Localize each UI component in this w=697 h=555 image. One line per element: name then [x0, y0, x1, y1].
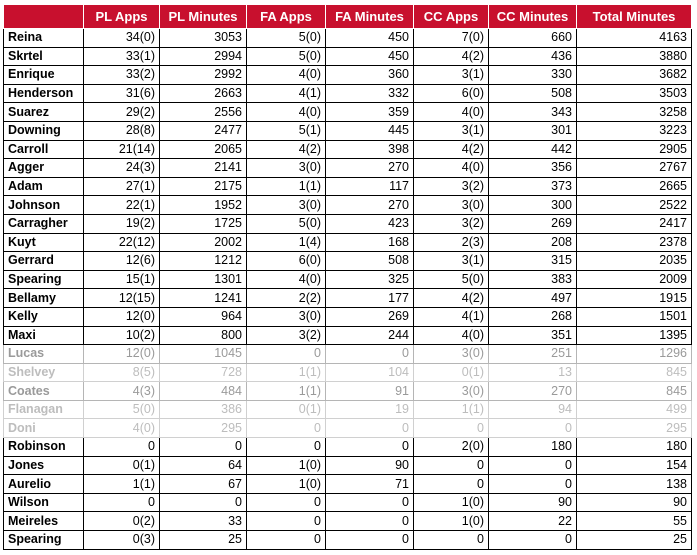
pl-apps-cell: 31(6) — [84, 84, 160, 103]
player-name: Shelvey — [4, 363, 84, 382]
cc-apps-cell: 3(0) — [414, 382, 489, 401]
fa-apps-cell: 1(1) — [247, 363, 326, 382]
table-row — [4, 382, 692, 401]
total-minutes-cell: 1915 — [577, 289, 692, 308]
player-name: Reina — [4, 29, 84, 48]
fa-minutes-cell: 269 — [326, 307, 414, 326]
pl-apps-cell: 4(3) — [84, 382, 160, 401]
fa-apps-cell: 0(1) — [247, 400, 326, 419]
total-minutes-cell: 1296 — [577, 345, 692, 364]
table-row — [4, 438, 692, 457]
header-cc-apps: CC Apps — [414, 5, 489, 29]
table-row — [4, 214, 692, 233]
player-name: Spearing — [4, 531, 84, 550]
fa-apps-cell: 1(4) — [247, 233, 326, 252]
fa-apps-cell: 3(0) — [247, 307, 326, 326]
fa-apps-cell: 5(0) — [247, 29, 326, 48]
table-row — [4, 419, 692, 438]
pl-minutes-cell: 0 — [160, 438, 247, 457]
pl-apps-cell: 27(1) — [84, 177, 160, 196]
table-row — [4, 475, 692, 494]
table-row — [4, 456, 692, 475]
fa-apps-cell: 3(2) — [247, 326, 326, 345]
player-name: Gerrard — [4, 252, 84, 271]
cc-minutes-cell: 660 — [489, 29, 577, 48]
fa-apps-cell: 4(1) — [247, 84, 326, 103]
pl-minutes-cell: 800 — [160, 326, 247, 345]
cc-apps-cell: 2(0) — [414, 438, 489, 457]
fa-apps-cell: 2(2) — [247, 289, 326, 308]
fa-minutes-cell: 332 — [326, 84, 414, 103]
pl-minutes-cell: 295 — [160, 419, 247, 438]
table-row — [4, 400, 692, 419]
table-row — [4, 84, 692, 103]
stats-table-container — [3, 4, 691, 549]
pl-apps-cell: 0 — [84, 493, 160, 512]
player-name: Carragher — [4, 214, 84, 233]
cc-apps-cell: 2(3) — [414, 233, 489, 252]
table-row — [4, 326, 692, 345]
pl-apps-cell: 19(2) — [84, 214, 160, 233]
total-minutes-cell: 3223 — [577, 121, 692, 140]
header-pl-minutes: PL Minutes — [160, 5, 247, 29]
cc-apps-cell: 4(2) — [414, 47, 489, 66]
player-name: Robinson — [4, 438, 84, 457]
cc-apps-cell: 4(2) — [414, 289, 489, 308]
total-minutes-cell: 295 — [577, 419, 692, 438]
cc-apps-cell: 0 — [414, 419, 489, 438]
cc-minutes-cell: 0 — [489, 419, 577, 438]
total-minutes-cell: 4163 — [577, 29, 692, 48]
total-minutes-cell: 3880 — [577, 47, 692, 66]
fa-minutes-cell: 423 — [326, 214, 414, 233]
fa-apps-cell: 0 — [247, 531, 326, 550]
pl-apps-cell: 0(1) — [84, 456, 160, 475]
pl-apps-cell: 21(14) — [84, 140, 160, 159]
fa-minutes-cell: 244 — [326, 326, 414, 345]
pl-apps-cell: 12(0) — [84, 307, 160, 326]
cc-minutes-cell: 356 — [489, 159, 577, 178]
cc-minutes-cell: 300 — [489, 196, 577, 215]
header-row — [4, 5, 692, 29]
fa-apps-cell: 6(0) — [247, 252, 326, 271]
fa-minutes-cell: 270 — [326, 196, 414, 215]
player-name: Spearing — [4, 270, 84, 289]
pl-minutes-cell: 67 — [160, 475, 247, 494]
total-minutes-cell: 2009 — [577, 270, 692, 289]
table-row — [4, 121, 692, 140]
total-minutes-cell: 3503 — [577, 84, 692, 103]
cc-minutes-cell: 0 — [489, 531, 577, 550]
pl-minutes-cell: 2556 — [160, 103, 247, 122]
fa-minutes-cell: 0 — [326, 531, 414, 550]
player-name: Adam — [4, 177, 84, 196]
fa-minutes-cell: 325 — [326, 270, 414, 289]
cc-apps-cell: 4(0) — [414, 159, 489, 178]
total-minutes-cell: 3258 — [577, 103, 692, 122]
fa-minutes-cell: 71 — [326, 475, 414, 494]
table-row — [4, 29, 692, 48]
pl-minutes-cell: 2065 — [160, 140, 247, 159]
cc-minutes-cell: 13 — [489, 363, 577, 382]
fa-minutes-cell: 19 — [326, 400, 414, 419]
table-row — [4, 345, 692, 364]
table-row — [4, 177, 692, 196]
cc-apps-cell: 0 — [414, 475, 489, 494]
total-minutes-cell: 2665 — [577, 177, 692, 196]
cc-minutes-cell: 94 — [489, 400, 577, 419]
fa-apps-cell: 1(0) — [247, 475, 326, 494]
pl-apps-cell: 29(2) — [84, 103, 160, 122]
player-name: Jones — [4, 456, 84, 475]
pl-minutes-cell: 64 — [160, 456, 247, 475]
table-row — [4, 233, 692, 252]
pl-apps-cell: 10(2) — [84, 326, 160, 345]
cc-apps-cell: 0 — [414, 456, 489, 475]
cc-apps-cell: 7(0) — [414, 29, 489, 48]
pl-apps-cell: 0 — [84, 438, 160, 457]
fa-apps-cell: 1(1) — [247, 177, 326, 196]
cc-minutes-cell: 436 — [489, 47, 577, 66]
total-minutes-cell: 3682 — [577, 66, 692, 85]
pl-minutes-cell: 0 — [160, 493, 247, 512]
pl-minutes-cell: 1241 — [160, 289, 247, 308]
total-minutes-cell: 2905 — [577, 140, 692, 159]
total-minutes-cell: 499 — [577, 400, 692, 419]
player-name: Downing — [4, 121, 84, 140]
pl-apps-cell: 0(2) — [84, 512, 160, 531]
player-name: Suarez — [4, 103, 84, 122]
header-total-minutes: Total Minutes — [577, 5, 692, 29]
fa-apps-cell: 5(0) — [247, 47, 326, 66]
cc-apps-cell: 3(1) — [414, 66, 489, 85]
fa-minutes-cell: 450 — [326, 29, 414, 48]
cc-minutes-cell: 508 — [489, 84, 577, 103]
pl-apps-cell: 22(12) — [84, 233, 160, 252]
pl-minutes-cell: 1301 — [160, 270, 247, 289]
player-name: Carroll — [4, 140, 84, 159]
pl-apps-cell: 24(3) — [84, 159, 160, 178]
pl-minutes-cell: 2141 — [160, 159, 247, 178]
player-name: Agger — [4, 159, 84, 178]
player-name: Bellamy — [4, 289, 84, 308]
fa-minutes-cell: 359 — [326, 103, 414, 122]
total-minutes-cell: 2378 — [577, 233, 692, 252]
pl-apps-cell: 15(1) — [84, 270, 160, 289]
fa-minutes-cell: 177 — [326, 289, 414, 308]
total-minutes-cell: 180 — [577, 438, 692, 457]
table-row — [4, 512, 692, 531]
fa-minutes-cell: 508 — [326, 252, 414, 271]
total-minutes-cell: 1395 — [577, 326, 692, 345]
fa-apps-cell: 5(1) — [247, 121, 326, 140]
pl-minutes-cell: 2994 — [160, 47, 247, 66]
cc-apps-cell: 4(0) — [414, 326, 489, 345]
table-row — [4, 363, 692, 382]
pl-minutes-cell: 1952 — [160, 196, 247, 215]
cc-apps-cell: 6(0) — [414, 84, 489, 103]
table-body — [4, 29, 692, 550]
fa-apps-cell: 4(2) — [247, 140, 326, 159]
pl-minutes-cell: 964 — [160, 307, 247, 326]
pl-apps-cell: 5(0) — [84, 400, 160, 419]
player-name: Aurelio — [4, 475, 84, 494]
fa-apps-cell: 1(0) — [247, 456, 326, 475]
cc-apps-cell: 3(2) — [414, 177, 489, 196]
total-minutes-cell: 154 — [577, 456, 692, 475]
pl-apps-cell: 34(0) — [84, 29, 160, 48]
cc-minutes-cell: 269 — [489, 214, 577, 233]
table-row — [4, 289, 692, 308]
fa-minutes-cell: 91 — [326, 382, 414, 401]
player-name: Maxi — [4, 326, 84, 345]
cc-apps-cell: 3(0) — [414, 345, 489, 364]
fa-apps-cell: 0 — [247, 512, 326, 531]
total-minutes-cell: 845 — [577, 382, 692, 401]
pl-apps-cell: 12(6) — [84, 252, 160, 271]
cc-apps-cell: 4(2) — [414, 140, 489, 159]
fa-apps-cell: 5(0) — [247, 214, 326, 233]
fa-minutes-cell: 0 — [326, 493, 414, 512]
cc-apps-cell: 3(2) — [414, 214, 489, 233]
cc-minutes-cell: 0 — [489, 456, 577, 475]
cc-apps-cell: 1(1) — [414, 400, 489, 419]
cc-minutes-cell: 351 — [489, 326, 577, 345]
cc-apps-cell: 3(1) — [414, 121, 489, 140]
pl-apps-cell: 0(3) — [84, 531, 160, 550]
pl-apps-cell: 22(1) — [84, 196, 160, 215]
cc-minutes-cell: 383 — [489, 270, 577, 289]
cc-apps-cell: 1(0) — [414, 512, 489, 531]
pl-apps-cell: 4(0) — [84, 419, 160, 438]
pl-apps-cell: 33(1) — [84, 47, 160, 66]
player-name: Kelly — [4, 307, 84, 326]
player-name: Meireles — [4, 512, 84, 531]
cc-minutes-cell: 343 — [489, 103, 577, 122]
table-row — [4, 66, 692, 85]
fa-minutes-cell: 104 — [326, 363, 414, 382]
cc-minutes-cell: 90 — [489, 493, 577, 512]
total-minutes-cell: 845 — [577, 363, 692, 382]
fa-apps-cell: 0 — [247, 493, 326, 512]
table-header — [4, 5, 692, 29]
pl-minutes-cell: 484 — [160, 382, 247, 401]
fa-apps-cell: 4(0) — [247, 270, 326, 289]
fa-apps-cell: 4(0) — [247, 103, 326, 122]
player-name: Coates — [4, 382, 84, 401]
header-fa-minutes: FA Minutes — [326, 5, 414, 29]
pl-apps-cell: 12(0) — [84, 345, 160, 364]
pl-minutes-cell: 2002 — [160, 233, 247, 252]
fa-apps-cell: 3(0) — [247, 159, 326, 178]
fa-apps-cell: 0 — [247, 345, 326, 364]
total-minutes-cell: 2522 — [577, 196, 692, 215]
pl-minutes-cell: 386 — [160, 400, 247, 419]
table-row — [4, 47, 692, 66]
table-row — [4, 140, 692, 159]
player-name: Skrtel — [4, 47, 84, 66]
fa-minutes-cell: 0 — [326, 512, 414, 531]
pl-apps-cell: 12(15) — [84, 289, 160, 308]
player-name: Kuyt — [4, 233, 84, 252]
total-minutes-cell: 2035 — [577, 252, 692, 271]
cc-minutes-cell: 268 — [489, 307, 577, 326]
cc-apps-cell: 0(1) — [414, 363, 489, 382]
table-row — [4, 252, 692, 271]
fa-apps-cell: 4(0) — [247, 66, 326, 85]
player-name: Wilson — [4, 493, 84, 512]
table-row — [4, 103, 692, 122]
cc-apps-cell: 3(0) — [414, 196, 489, 215]
pl-minutes-cell: 1045 — [160, 345, 247, 364]
table-row — [4, 159, 692, 178]
cc-minutes-cell: 180 — [489, 438, 577, 457]
cc-apps-cell: 3(1) — [414, 252, 489, 271]
player-name: Johnson — [4, 196, 84, 215]
fa-minutes-cell: 270 — [326, 159, 414, 178]
fa-minutes-cell: 360 — [326, 66, 414, 85]
fa-apps-cell: 0 — [247, 419, 326, 438]
pl-minutes-cell: 25 — [160, 531, 247, 550]
cc-apps-cell: 4(1) — [414, 307, 489, 326]
cc-minutes-cell: 315 — [489, 252, 577, 271]
pl-minutes-cell: 1725 — [160, 214, 247, 233]
header-fa-apps: FA Apps — [247, 5, 326, 29]
fa-minutes-cell: 445 — [326, 121, 414, 140]
pl-minutes-cell: 33 — [160, 512, 247, 531]
cc-minutes-cell: 22 — [489, 512, 577, 531]
cc-apps-cell: 0 — [414, 531, 489, 550]
total-minutes-cell: 2767 — [577, 159, 692, 178]
table-row — [4, 531, 692, 550]
pl-apps-cell: 28(8) — [84, 121, 160, 140]
cc-minutes-cell: 0 — [489, 475, 577, 494]
pl-minutes-cell: 2477 — [160, 121, 247, 140]
cc-apps-cell: 5(0) — [414, 270, 489, 289]
pl-apps-cell: 8(5) — [84, 363, 160, 382]
total-minutes-cell: 25 — [577, 531, 692, 550]
fa-minutes-cell: 398 — [326, 140, 414, 159]
fa-apps-cell: 3(0) — [247, 196, 326, 215]
fa-minutes-cell: 90 — [326, 456, 414, 475]
total-minutes-cell: 55 — [577, 512, 692, 531]
header-player — [4, 5, 84, 29]
total-minutes-cell: 2417 — [577, 214, 692, 233]
table-row — [4, 307, 692, 326]
pl-minutes-cell: 2663 — [160, 84, 247, 103]
pl-minutes-cell: 2175 — [160, 177, 247, 196]
minutes-stats-table — [3, 4, 692, 550]
header-pl-apps: PL Apps — [84, 5, 160, 29]
fa-apps-cell: 1(1) — [247, 382, 326, 401]
cc-minutes-cell: 330 — [489, 66, 577, 85]
total-minutes-cell: 1501 — [577, 307, 692, 326]
cc-minutes-cell: 373 — [489, 177, 577, 196]
total-minutes-cell: 90 — [577, 493, 692, 512]
player-name: Henderson — [4, 84, 84, 103]
fa-minutes-cell: 0 — [326, 419, 414, 438]
pl-apps-cell: 1(1) — [84, 475, 160, 494]
cc-minutes-cell: 208 — [489, 233, 577, 252]
header-cc-minutes: CC Minutes — [489, 5, 577, 29]
player-name: Lucas — [4, 345, 84, 364]
cc-minutes-cell: 270 — [489, 382, 577, 401]
player-name: Flanagan — [4, 400, 84, 419]
cc-minutes-cell: 251 — [489, 345, 577, 364]
pl-minutes-cell: 3053 — [160, 29, 247, 48]
cc-minutes-cell: 497 — [489, 289, 577, 308]
fa-minutes-cell: 117 — [326, 177, 414, 196]
pl-apps-cell: 33(2) — [84, 66, 160, 85]
fa-minutes-cell: 0 — [326, 438, 414, 457]
pl-minutes-cell: 728 — [160, 363, 247, 382]
fa-minutes-cell: 0 — [326, 345, 414, 364]
fa-minutes-cell: 168 — [326, 233, 414, 252]
player-name: Doni — [4, 419, 84, 438]
pl-minutes-cell: 2992 — [160, 66, 247, 85]
table-row — [4, 493, 692, 512]
cc-minutes-cell: 442 — [489, 140, 577, 159]
cc-apps-cell: 1(0) — [414, 493, 489, 512]
cc-minutes-cell: 301 — [489, 121, 577, 140]
fa-minutes-cell: 450 — [326, 47, 414, 66]
total-minutes-cell: 138 — [577, 475, 692, 494]
fa-apps-cell: 0 — [247, 438, 326, 457]
player-name: Enrique — [4, 66, 84, 85]
table-row — [4, 270, 692, 289]
pl-minutes-cell: 1212 — [160, 252, 247, 271]
table-row — [4, 196, 692, 215]
cc-apps-cell: 4(0) — [414, 103, 489, 122]
